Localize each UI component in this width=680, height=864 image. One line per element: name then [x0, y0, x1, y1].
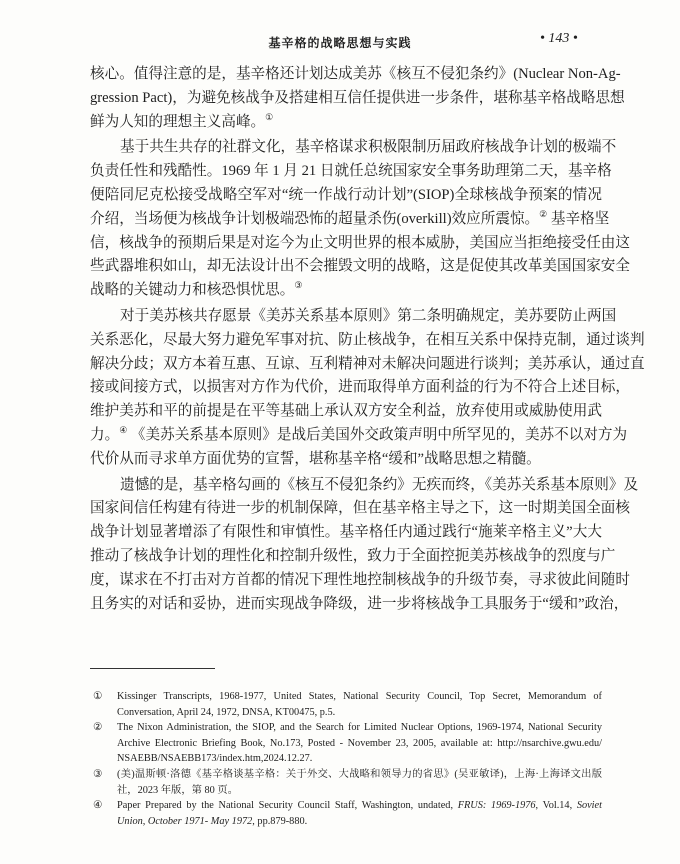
body-text	[90, 63, 645, 618]
text-line	[90, 232, 630, 256]
text-segment: 代价从而寻求单方面优势的宣誓，堪称基辛格“缓和”战略思想之精髓。	[90, 450, 541, 467]
footnote-text	[117, 720, 602, 767]
footnote-segment: Kissinger Transcripts, 1968-1977, United States, National Security Council, Top Secret, Memorandum of Conversation, April 24, 1972, DNSA, KT00475, p.5.	[117, 691, 602, 718]
text-segment: 《美苏关系基本原则》是战后美国外交政策声明中所罕见的，美苏不以对方为	[127, 426, 628, 443]
text-line	[90, 474, 639, 498]
footnote-segment: (美)温斯顿·洛德《基辛格谈基辛格：关于外交、大战略和领导力的省思》(吴亚敏译)，上海·上海译文出版社，2023 年版，第 80 页。	[117, 768, 602, 796]
text-segment: 鲜为人知的理想主义高峰。	[90, 113, 266, 130]
footnote-number: ③	[93, 768, 103, 780]
footnote-segment: Soviet Union, October 1971- May 1972	[117, 800, 602, 827]
text-line	[90, 87, 625, 111]
text-line	[90, 569, 630, 593]
footnote-marker: ②	[539, 208, 548, 219]
footnote	[90, 767, 602, 798]
footnote-marker: ③	[294, 280, 303, 291]
text-line	[90, 279, 602, 303]
footnote-text	[117, 767, 602, 798]
text-line	[90, 521, 602, 545]
text-line	[90, 63, 621, 87]
footnote	[90, 689, 602, 720]
text-segment: gression Pact)，为避免核战争及搭建相互信任提供进一步条件，堪称基辛格战略思想	[90, 89, 625, 106]
footnote-segment: , pp.879-880.	[252, 815, 308, 827]
text-line	[90, 593, 629, 617]
paragraph	[90, 474, 639, 617]
footnote-marker: ①	[265, 111, 274, 122]
paragraph	[90, 305, 645, 472]
text-line	[90, 545, 616, 569]
text-segment: 对于美苏核共存愿景《美苏关系基本原则》第二条明确规定，美苏要防止两国	[120, 307, 617, 324]
footnote-number: ④	[93, 800, 103, 812]
paragraph	[90, 63, 625, 134]
text-line	[90, 184, 602, 208]
text-line	[90, 424, 628, 448]
text-segment: 国家间信任构建有待进一步的机制保障，但在基辛格主导之下，这一时期美国全面核	[90, 500, 630, 517]
text-line	[90, 329, 645, 353]
text-segment: 基辛格坚	[547, 210, 610, 227]
footnote-text	[117, 689, 602, 720]
text-line	[90, 208, 610, 232]
running-header-title: 基辛格的战略思想与实践	[268, 36, 412, 50]
text-segment: 基于共生共存的社群文化，基辛格谋求积极限制历届政府核战争计划的极端不	[120, 139, 617, 156]
text-segment: 度，谋求在不打击对方首都的情况下理性地控制核战争的升级节奏，寻求彼此间随时	[90, 571, 630, 588]
text-segment: 介绍，当场便为核战争计划极端恐怖的超量杀伤(overkill)效应所震惊。	[90, 210, 540, 227]
text-segment: 负责任性和残酷性。1969 年 1 月 21 日就任总统国家安全事务助理第二天，基辛格	[90, 163, 612, 180]
footnote-segment: FRUS: 1969-1976	[457, 800, 536, 812]
footnote-marker: ④	[119, 424, 128, 435]
page-number: • 143 •	[540, 31, 578, 46]
footnote-text	[117, 798, 602, 829]
text-line	[90, 160, 612, 184]
text-segment: 战略的关键动力和核恐惧忧思。	[90, 282, 295, 299]
text-line	[90, 448, 602, 472]
text-segment: 且务实的对话和妥协，进而实现战争降级，进一步将核战争工具服务于“缓和”政治，	[90, 595, 629, 612]
footnote-number: ②	[93, 722, 103, 734]
text-line	[90, 400, 602, 424]
footnote-segment: The Nixon Administration, the SIOP, and the Search for Limited Nuclear Options, 1969-1974, National Security Archive Electronic Briefing Book, No.173, Posted - November 23, 2005, available at: http://nsarchive.gwu.edu/ NSAEBB/NSAEBB173/index.htm,2024.12.27.	[117, 722, 602, 765]
text-line	[90, 305, 617, 329]
text-line	[90, 255, 630, 279]
text-segment: 维护美苏和平的前提是在平等基础上承认双方安全利益，放弃使用或威胁使用武	[90, 403, 602, 420]
text-segment: 便陪同尼克松接受战略空军对“统一作战行动计划”(SIOP)全球核战争预案的情况	[90, 186, 602, 203]
text-line	[90, 111, 602, 135]
text-segment: 解决分歧；双方本着互惠、互谅、互利精神对未解决问题进行谈判；美苏承认，通过直	[90, 355, 645, 372]
text-segment: 信，核战争的预期后果是对迄今为止文明世界的根本威胁，美国应当拒绝接受任由这	[90, 234, 630, 251]
text-segment: 遗憾的是，基辛格勾画的《核互不侵犯条约》无疾而终，《美苏关系基本原则》及	[120, 476, 639, 493]
text-line	[90, 353, 645, 377]
paragraph	[90, 136, 630, 303]
text-segment: 接或间接方式，以损害对方作为代价，进而取得单方面利益的行为不符合上述目标，	[90, 379, 630, 396]
text-line	[90, 497, 630, 521]
footnote-segment: Paper Prepared by the National Security Council Staff, Washington, undated,	[117, 800, 458, 812]
footnotes	[90, 689, 602, 829]
text-segment: 力。	[90, 426, 120, 443]
text-line	[90, 136, 617, 160]
text-segment: 战争计划显著增添了有限性和审慎性。基辛格任内通过践行“施莱辛格主义”大大	[90, 524, 602, 541]
footnote-number: ①	[93, 691, 103, 702]
text-segment: 些武器堆积如山，却无法设计出不会摧毁文明的战略，这是促使其改革美国国家安全	[90, 258, 630, 275]
footnote-divider	[90, 668, 215, 669]
text-segment: 关系恶化，尽最大努力避免军事对抗、防止核战争，在相互关系中保持克制，通过谈判	[90, 331, 645, 348]
footnote	[90, 798, 602, 829]
text-line	[90, 376, 630, 400]
text-segment: 核心。值得注意的是，基辛格还计划达成美苏《核互不侵犯条约》(Nuclear Non-Ag-	[90, 66, 621, 82]
text-segment: 推动了核战争计划的理性化和控制升级性，致力于全面控扼美苏核战争的烈度与广	[90, 547, 616, 564]
footnote-segment: , Vol.14,	[535, 800, 577, 812]
footnote	[90, 720, 602, 767]
